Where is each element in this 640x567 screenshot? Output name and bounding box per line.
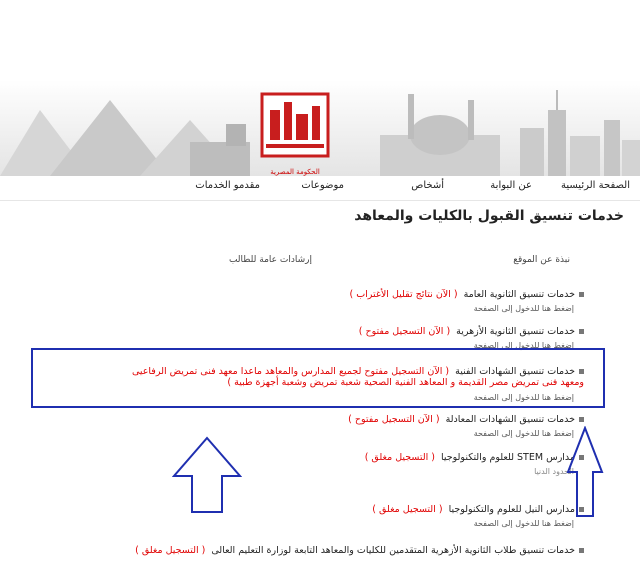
about-site-link[interactable]: نبذة عن الموقع xyxy=(513,255,570,265)
service-item xyxy=(359,326,584,350)
service-item xyxy=(372,504,584,528)
service-item xyxy=(348,414,584,438)
service-sub-link[interactable]: الحدود الدنيا xyxy=(534,467,574,476)
highlight-box xyxy=(31,348,605,408)
nav-home[interactable]: الصفحة الرئيسية xyxy=(561,180,630,191)
nav-divider xyxy=(0,200,640,201)
nav-people[interactable]: أشخاص xyxy=(411,180,444,191)
up-arrow-icon xyxy=(172,436,242,514)
service-sub-link[interactable]: إضغط هنا للدخول إلى الصفحة xyxy=(473,429,574,438)
service-title-link[interactable]: خدمات تنسيق الثانوية الأزهرية xyxy=(456,326,575,337)
status-badge: ( التسجيل مغلق ) xyxy=(135,545,206,556)
status-badge: ( التسجيل مغلق ) xyxy=(364,452,435,463)
status-badge: ( الآن نتائج تقليل الأغتراب ) xyxy=(349,289,458,300)
logo-caption: الحكومة المصرية xyxy=(270,168,320,176)
service-item xyxy=(135,545,584,556)
nav-topics[interactable]: موضوعات xyxy=(301,180,344,191)
status-badge: ( التسجيل مغلق ) xyxy=(372,504,443,515)
service-title-link[interactable]: خدمات تنسيق الشهادات الفنية xyxy=(455,366,575,377)
status-badge: ( الآن التسجيل مفتوح ) xyxy=(358,326,451,337)
service-sub-link[interactable]: إضغط هنا للدخول إلى الصفحة xyxy=(473,519,574,528)
main-nav xyxy=(0,176,640,198)
nav-about[interactable]: عن البوابة xyxy=(490,180,532,191)
service-title-link[interactable]: خدمات تنسيق الشهادات المعادلة xyxy=(445,414,575,425)
service-item xyxy=(349,289,584,313)
service-sub-link[interactable]: إضغط هنا للدخول إلى الصفحة xyxy=(473,341,574,350)
service-item xyxy=(365,452,584,476)
bullet-icon xyxy=(579,292,584,297)
service-sub-link[interactable]: إضغط هنا للدخول إلى الصفحة xyxy=(473,304,574,313)
logo-icon[interactable] xyxy=(258,92,332,162)
nav-providers[interactable]: مقدمو الخدمات xyxy=(195,180,260,191)
service-title-link[interactable]: مدارس النيل للعلوم والتكنولوجيا xyxy=(448,504,575,515)
service-title-link[interactable]: خدمات تنسيق طلاب الثانوية الأزهرية المتقدمين للكليات والمعاهد التابعة لوزارة التعليم العالى xyxy=(211,545,575,556)
service-title-link[interactable]: خدمات تنسيق الثانوية العامة xyxy=(463,289,575,300)
up-arrow-icon xyxy=(566,426,604,518)
service-sub-link[interactable]: إضغط هنا للدخول إلى الصفحة xyxy=(473,393,574,402)
student-guidance-link[interactable]: إرشادات عامة للطالب xyxy=(228,255,312,265)
status-detail: ومعهد فنى تمريض مصر القديمة و المعاهد الفنية الصحية شعبة تمريض وشعبة أجهزة طبية ) xyxy=(227,377,584,388)
bullet-icon xyxy=(579,329,584,334)
bullet-icon xyxy=(579,548,584,553)
service-title-link[interactable]: مدارس STEM للعلوم والتكنولوجيا xyxy=(440,452,575,463)
status-badge: ( الآن التسجيل مفتوح ) xyxy=(348,414,440,425)
bullet-icon xyxy=(579,417,584,422)
status-badge: ( الآن التسجيل مفتوح لجميع المدارس والمعاهد ماعدا معهد فنى تمريض الرفاعيى xyxy=(131,366,450,377)
page-title: خدمات تنسيق القبول بالكليات والمعاهد xyxy=(354,208,624,224)
